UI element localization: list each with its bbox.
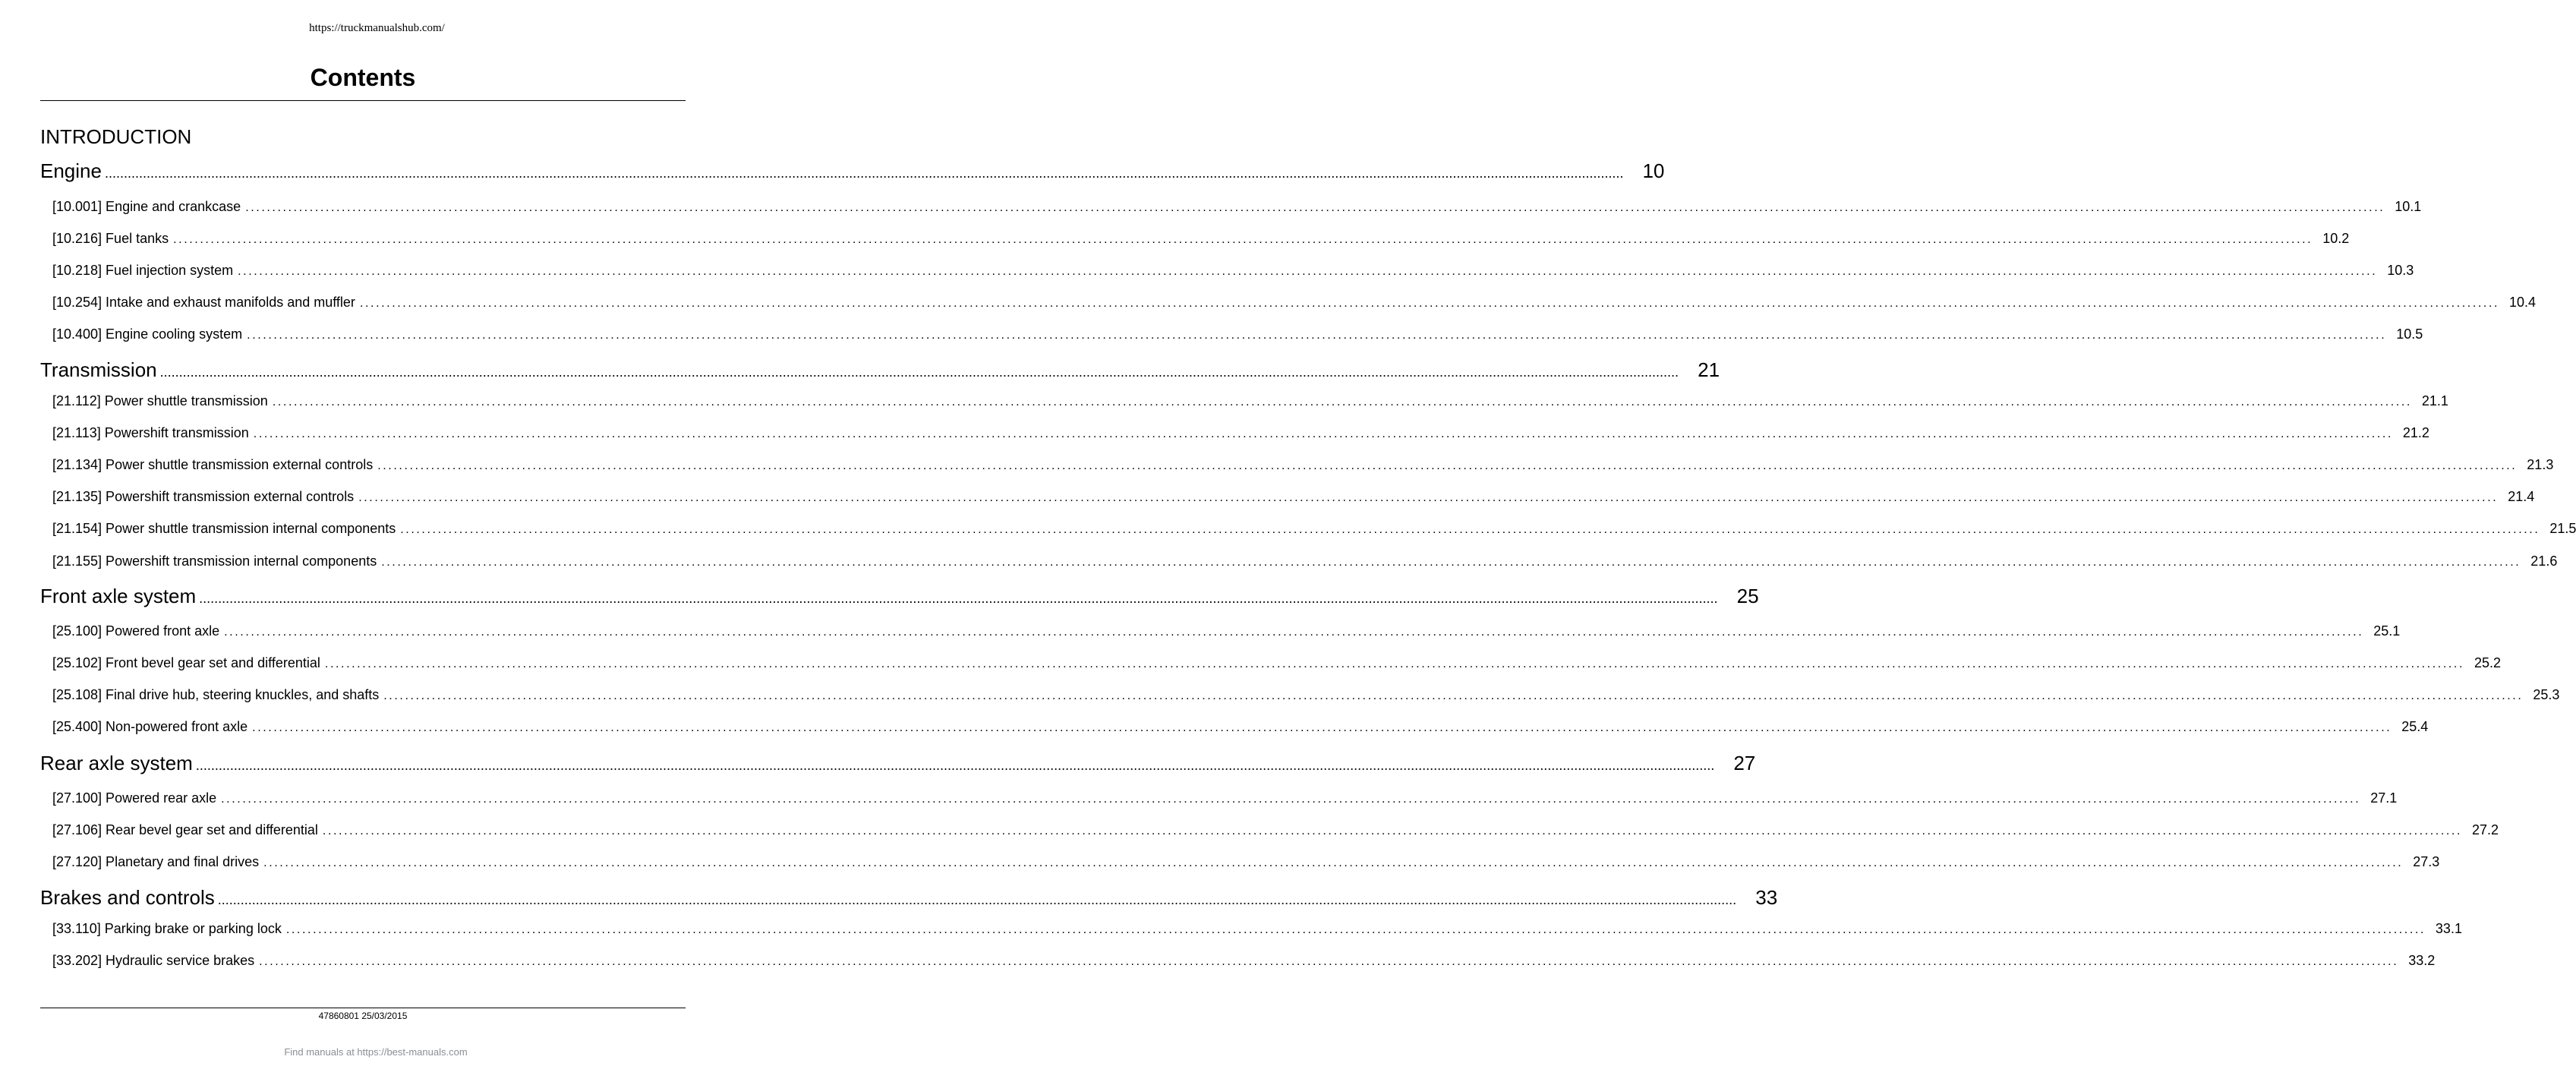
toc-item[interactable] — [40, 821, 2499, 839]
toc-item-label: [21.135] Powershift transmission external controls — [52, 489, 355, 504]
dot-leader: ................................................................................................................................................................................................................................................................................................................................................................................................................ — [358, 491, 2499, 504]
toc-item[interactable] — [40, 325, 2423, 343]
toc-item-label: [21.155] Powershift transmission internal components — [52, 554, 377, 569]
toc-item-page: 25.1 — [2373, 623, 2401, 639]
toc-item-label: [25.100] Powered front axle — [52, 623, 220, 639]
toc-item-label: [25.102] Front bevel gear set and differential — [52, 655, 320, 670]
toc-item-page: 21.1 — [2421, 393, 2448, 408]
toc-item[interactable] — [40, 197, 2422, 216]
toc-item-label: [10.216] Fuel tanks — [52, 231, 169, 246]
toc-item-page: 10.3 — [2387, 263, 2414, 278]
toc-item-page: 25.2 — [2474, 655, 2502, 670]
toc-section-page: 10 — [1642, 159, 1665, 182]
toc-item-label: [10.218] Fuel injection system — [52, 263, 234, 278]
toc-section-page: 25 — [1736, 585, 1759, 607]
dot-leader: ................................................................................................................................................................................................................................................................................................................................................................................................................ — [159, 364, 1679, 380]
toc-item-label: [10.254] Intake and exhaust manifolds and muffler — [52, 295, 355, 310]
toc-item-page: 21.6 — [2530, 554, 2558, 569]
toc-item-label: [21.134] Power shuttle transmission external controls — [52, 457, 374, 472]
toc-item-page: 27.1 — [2370, 790, 2398, 806]
dot-leader: ................................................................................................................................................................................................................................................................................................................................................................................................................ — [400, 523, 2540, 536]
toc-item[interactable] — [40, 261, 2414, 279]
toc-item-page: 10.1 — [2395, 199, 2422, 214]
dot-leader: ................................................................................................................................................................................................................................................................................................................................................................................................................ — [272, 396, 2412, 408]
toc-item-label: [27.106] Rear bevel gear set and differential — [52, 822, 318, 837]
toc-section-title: Front axle system — [40, 585, 197, 607]
source-url: https://truckmanualshub.com/ — [309, 22, 445, 34]
dot-leader: ................................................................................................................................................................................................................................................................................................................................................................................................................ — [381, 556, 2521, 569]
toc-section[interactable] — [40, 158, 1665, 184]
dot-leader: ................................................................................................................................................................................................................................................................................................................................................................................................................ — [263, 856, 2404, 869]
toc-section-title: Rear axle system — [40, 752, 193, 774]
toc-item-page: 27.2 — [2471, 822, 2499, 837]
dot-leader: ................................................................................................................................................................................................................................................................................................................................................................................................................ — [253, 427, 2393, 440]
toc-section[interactable] — [40, 583, 1759, 609]
toc-section-title: Brakes and controls — [40, 886, 215, 909]
title-divider — [40, 100, 686, 101]
document-number: 47860801 25/03/2015 — [318, 1011, 408, 1021]
toc-item-label: [33.202] Hydraulic service brakes — [52, 953, 255, 968]
toc-item[interactable] — [40, 229, 2350, 248]
dot-leader: ................................................................................................................................................................................................................................................................................................................................................................................................................ — [195, 758, 1715, 773]
dot-leader: ................................................................................................................................................................................................................................................................................................................................................................................................................ — [104, 166, 1624, 181]
toc-item-page: 10.2 — [2322, 231, 2350, 246]
toc-item[interactable] — [40, 622, 2401, 640]
toc-item-page: 25.3 — [2533, 687, 2560, 702]
toc-item-page: 25.4 — [2401, 719, 2429, 734]
dot-leader: ................................................................................................................................................................................................................................................................................................................................................................................................................ — [173, 233, 2313, 246]
toc-section[interactable] — [40, 357, 1720, 383]
dot-leader: ................................................................................................................................................................................................................................................................................................................................................................................................................ — [359, 297, 2500, 310]
toc-item[interactable] — [40, 487, 2535, 506]
toc-section-title: Engine — [40, 159, 102, 182]
toc-section[interactable] — [40, 750, 1756, 776]
toc-item[interactable] — [40, 424, 2429, 442]
toc-item-label: [25.108] Final drive hub, steering knuckles, and shafts — [52, 687, 380, 702]
toc-item-label: [33.110] Parking brake or parking lock — [52, 921, 282, 936]
dot-leader: ................................................................................................................................................................................................................................................................................................................................................................................................................ — [224, 626, 2364, 639]
toc-item-label: [21.154] Power shuttle transmission internal components — [52, 521, 396, 536]
toc-item[interactable] — [40, 519, 2576, 538]
dot-leader: ................................................................................................................................................................................................................................................................................................................................................................................................................ — [245, 201, 2385, 214]
toc-item[interactable] — [40, 686, 2560, 704]
dot-leader: ................................................................................................................................................................................................................................................................................................................................................................................................................ — [247, 329, 2387, 342]
dot-leader: ................................................................................................................................................................................................................................................................................................................................................................................................................ — [199, 591, 1718, 606]
toc-item-label: [10.400] Engine cooling system — [52, 326, 243, 342]
toc-item-page: 33.2 — [2408, 953, 2436, 968]
dot-leader: ................................................................................................................................................................................................................................................................................................................................................................................................................ — [322, 825, 2463, 837]
toc-section-page: 21 — [1698, 358, 1720, 381]
toc-item-label: [27.100] Powered rear axle — [52, 790, 217, 806]
toc-section-title: Transmission — [40, 358, 157, 381]
toc-item[interactable] — [40, 293, 2537, 311]
toc-item-page: 33.1 — [2435, 921, 2462, 936]
toc-item-page: 10.4 — [2509, 295, 2537, 310]
toc-item-page: 27.3 — [2413, 854, 2440, 869]
toc-item[interactable] — [40, 552, 2558, 570]
toc-item[interactable] — [40, 951, 2436, 970]
page-title: Contents — [310, 64, 416, 91]
toc-section-page: 33 — [1755, 886, 1778, 909]
dot-leader: ................................................................................................................................................................................................................................................................................................................................................................................................................ — [259, 955, 2399, 968]
dot-leader: ................................................................................................................................................................................................................................................................................................................................................................................................................ — [377, 459, 2518, 472]
toc-item-label: [25.400] Non-powered front axle — [52, 719, 248, 734]
toc-item-label: [21.112] Power shuttle transmission — [52, 393, 268, 408]
dot-leader: ................................................................................................................................................................................................................................................................................................................................................................................................................ — [217, 892, 1737, 907]
toc-item-label: [27.120] Planetary and final drives — [52, 854, 260, 869]
toc-item[interactable] — [40, 789, 2398, 807]
toc-section-page: 27 — [1733, 752, 1756, 774]
toc-item[interactable] — [40, 919, 2462, 938]
toc-section[interactable] — [40, 885, 1778, 910]
dot-leader: ................................................................................................................................................................................................................................................................................................................................................................................................................ — [252, 721, 2392, 734]
toc-item[interactable] — [40, 392, 2448, 410]
toc-item-page: 21.3 — [2527, 457, 2554, 472]
toc-item-page: 21.5 — [2549, 521, 2576, 536]
toc-item-page: 21.2 — [2402, 425, 2429, 440]
toc-item[interactable] — [40, 456, 2554, 474]
dot-leader: ................................................................................................................................................................................................................................................................................................................................................................................................................ — [285, 923, 2426, 936]
toc-item[interactable] — [40, 853, 2440, 871]
dot-leader: ................................................................................................................................................................................................................................................................................................................................................................................................................ — [221, 793, 2361, 806]
toc-item-page: 21.4 — [2508, 489, 2535, 504]
dot-leader: ................................................................................................................................................................................................................................................................................................................................................................................................................ — [324, 658, 2465, 670]
toc-item[interactable] — [40, 654, 2502, 672]
dot-leader: ................................................................................................................................................................................................................................................................................................................................................................................................................ — [238, 265, 2378, 278]
toc-item-page: 10.5 — [2396, 326, 2423, 342]
footer-link[interactable]: Find manuals at https://best-manuals.com — [284, 1046, 468, 1058]
intro-heading: INTRODUCTION — [40, 125, 192, 148]
dot-leader: ................................................................................................................................................................................................................................................................................................................................................................................................................ — [383, 689, 2524, 702]
toc-item[interactable] — [40, 718, 2429, 736]
toc-item-label: [10.001] Engine and crankcase — [52, 199, 241, 214]
toc-item-label: [21.113] Powershift transmission — [52, 425, 249, 440]
